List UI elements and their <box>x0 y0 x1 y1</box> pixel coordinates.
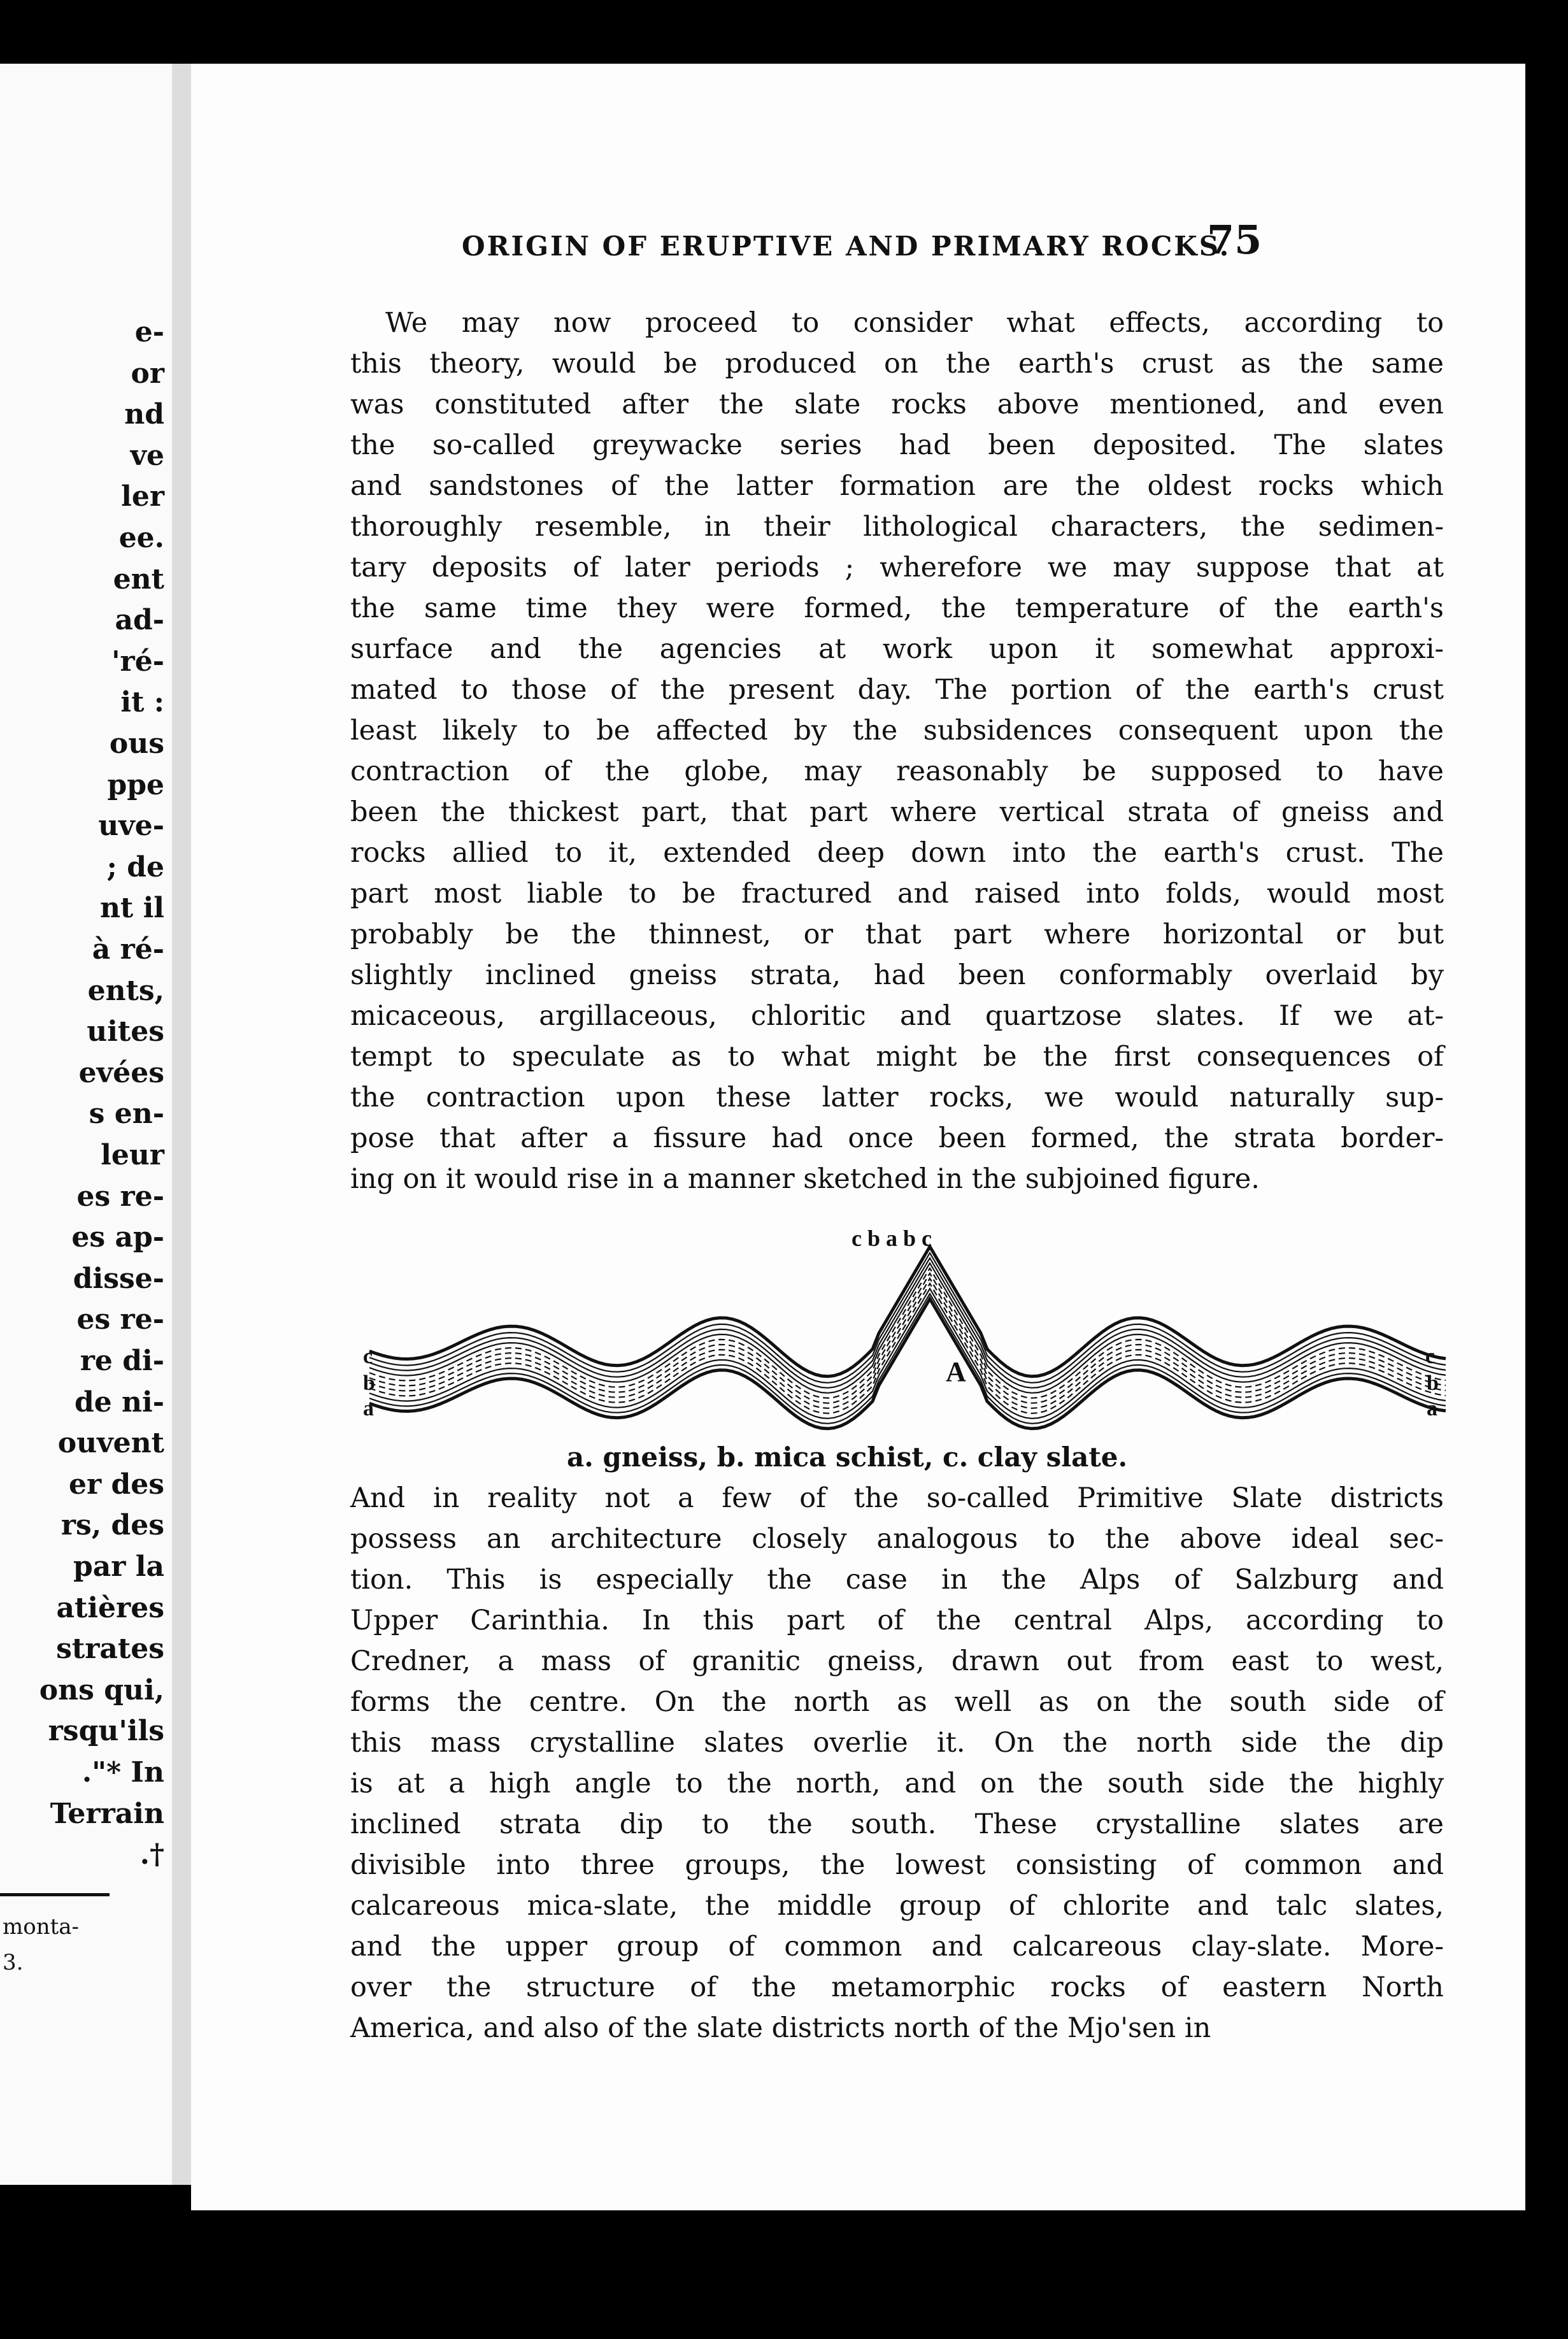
text-line: probably be the thinnest, or that part where horizontal or but <box>350 919 1444 950</box>
left-page-line: ous <box>109 727 164 760</box>
figure-top-labels: c b a b c <box>852 1226 932 1251</box>
figure-right-label-a: a <box>1427 1397 1437 1420</box>
text-line: the contraction upon these latter rocks, we would naturally sup- <box>350 1082 1444 1113</box>
figure-left-label-a: a <box>363 1397 374 1420</box>
text-line: over the structure of the metamorphic rocks of eastern North <box>350 1971 1444 2003</box>
text-line: divisible into three groups, the lowest consisting of common and <box>350 1849 1444 1881</box>
fold-diagram <box>363 1223 1446 1440</box>
left-page-line: ad- <box>115 604 164 637</box>
left-page-line: nt il <box>99 892 164 925</box>
left-page-line: nd <box>124 398 164 431</box>
text-line: the same time they were formed, the temperature of the earth's <box>350 592 1444 624</box>
left-page-line: ee. <box>118 522 164 554</box>
text-line: possess an architecture closely analogous to the above ideal sec- <box>350 1523 1444 1555</box>
left-page-line: ent <box>113 562 164 596</box>
text-line: this theory, would be produced on the earth's crust as the same <box>350 348 1444 380</box>
left-page-line: es re- <box>76 1180 164 1213</box>
text-line: And in reality not a few of the so-called Primitive Slate districts <box>350 1482 1444 1514</box>
left-page-line: rs, des <box>61 1509 164 1542</box>
text-line: was constituted after the slate rocks above mentioned, and even <box>350 389 1444 420</box>
figure-left-label-b: b <box>363 1371 375 1395</box>
left-page-line: .† <box>139 1838 164 1871</box>
left-page-line: ; de <box>106 850 164 883</box>
text-line: least likely to be affected by the subsidences consequent upon the <box>350 715 1444 747</box>
left-page-line: strates <box>56 1633 164 1666</box>
left-page-line: disse- <box>73 1262 164 1295</box>
left-page-line: ler <box>121 480 164 513</box>
left-page-line: uve- <box>98 810 164 843</box>
text-line: this mass crystalline slates overlie it. On the north side the dip <box>350 1727 1444 1759</box>
book-spine <box>172 64 191 2185</box>
left-page-line: leur <box>101 1139 164 1171</box>
left-page-line: e- <box>134 316 164 348</box>
text-line: been the thickest part, that part where vertical strata of gneiss and <box>350 796 1444 828</box>
left-page-line: rsqu'ils <box>48 1715 164 1748</box>
text-line: America, and also of the slate districts north of the Mjo'sen in <box>350 2012 1211 2044</box>
text-line: is at a high angle to the north, and on the south side the highly <box>350 1768 1444 1799</box>
stratum-line <box>369 1247 1446 1377</box>
text-line: tempt to speculate as to what might be the first consequences of <box>350 1041 1444 1073</box>
text-line: Upper Carinthia. In this part of the central Alps, according to <box>350 1605 1444 1636</box>
left-page-line: Terrain <box>50 1797 164 1830</box>
text-line: We may now proceed to consider what effects, according to <box>385 307 1444 339</box>
left-page-line: ents, <box>87 974 164 1007</box>
footnote-rule <box>0 1893 110 1896</box>
text-line: mated to those of the present day. The portion of the earth's crust <box>350 674 1444 706</box>
figure-right-label-c: c <box>1425 1345 1436 1368</box>
left-page-footnote-line: monta- <box>3 1914 80 1940</box>
left-page-line: atières <box>56 1591 164 1624</box>
left-page-line: par la <box>73 1550 164 1583</box>
text-line: surface and the agencies at work upon it somewhat approxi- <box>350 633 1444 665</box>
left-page-line: or <box>131 357 164 390</box>
text-line: Credner, a mass of granitic gneiss, drawn out from east to west, <box>350 1645 1444 1677</box>
left-page-line: evées <box>78 1056 164 1089</box>
left-page-footnote-line: 3. <box>3 1950 24 1975</box>
left-page-line: uites <box>87 1015 164 1048</box>
page <box>191 64 1525 2210</box>
left-page-line: ve <box>130 439 164 472</box>
figure-right-label-b: b <box>1427 1371 1439 1395</box>
left-page-line: es re- <box>76 1303 164 1336</box>
text-line: calcareous mica-slate, the middle group of chlorite and talc slates, <box>350 1890 1444 1922</box>
left-page-line: 'ré- <box>111 645 164 678</box>
left-page-line: re di- <box>80 1345 164 1377</box>
text-line: pose that after a fissure had once been formed, the strata border- <box>350 1122 1444 1154</box>
left-page-line: ouvent <box>57 1427 164 1460</box>
text-line: the so-called greywacke series had been deposited. The slates <box>350 429 1444 461</box>
text-line: rocks allied to it, extended deep down into the earth's crust. The <box>350 837 1444 869</box>
left-page-line: er des <box>68 1468 164 1501</box>
text-line: slightly inclined gneiss strata, had been conformably overlaid by <box>350 959 1444 991</box>
left-page-line: ppe <box>107 768 164 801</box>
text-line: micaceous, argillaceous, chloritic and quartzose slates. If we at- <box>350 1000 1444 1032</box>
figure-left-label-c: c <box>363 1345 373 1368</box>
left-page-line: de ni- <box>74 1385 164 1419</box>
left-page-fragment <box>0 64 172 2185</box>
text-line: thoroughly resemble, in their lithological characters, the sedimen- <box>350 511 1444 543</box>
text-line: contraction of the globe, may reasonably be supposed to have <box>350 755 1444 787</box>
text-line: tion. This is especially the case in the Alps of Salzburg and <box>350 1564 1444 1596</box>
paragraph-2 <box>350 1478 1444 2049</box>
text-line: and the upper group of common and calcareous clay-slate. More- <box>350 1931 1444 1963</box>
left-page-line: it : <box>120 686 164 719</box>
text-line: and sandstones of the latter formation are the oldest rocks which <box>350 470 1444 502</box>
figure-caption: a. gneiss, b. mica schist, c. clay slate. <box>567 1441 1128 1473</box>
left-page-line: ons qui, <box>39 1673 164 1706</box>
left-page-line: ."* In <box>82 1756 164 1789</box>
left-page-line: es ap- <box>71 1221 164 1254</box>
text-line: forms the centre. On the north as well as on the south side of <box>350 1686 1444 1718</box>
running-title: ORIGIN OF ERUPTIVE AND PRIMARY ROCKS. <box>462 231 1231 262</box>
text-line: ing on it would rise in a manner sketched in the subjoined figure. <box>350 1163 1260 1195</box>
paragraph-1 <box>350 303 1444 1199</box>
page-number: 75 <box>1207 217 1262 263</box>
left-page-line: à ré- <box>92 933 164 966</box>
left-page-line: s en- <box>89 1098 164 1131</box>
text-line: tary deposits of later periods ; wherefore we may suppose that at <box>350 552 1444 583</box>
text-line: inclined strata dip to the south. These crystalline slates are <box>350 1808 1444 1840</box>
text-line: part most liable to be fractured and raised into folds, would most <box>350 878 1444 910</box>
figure-center-label: A <box>946 1356 966 1387</box>
